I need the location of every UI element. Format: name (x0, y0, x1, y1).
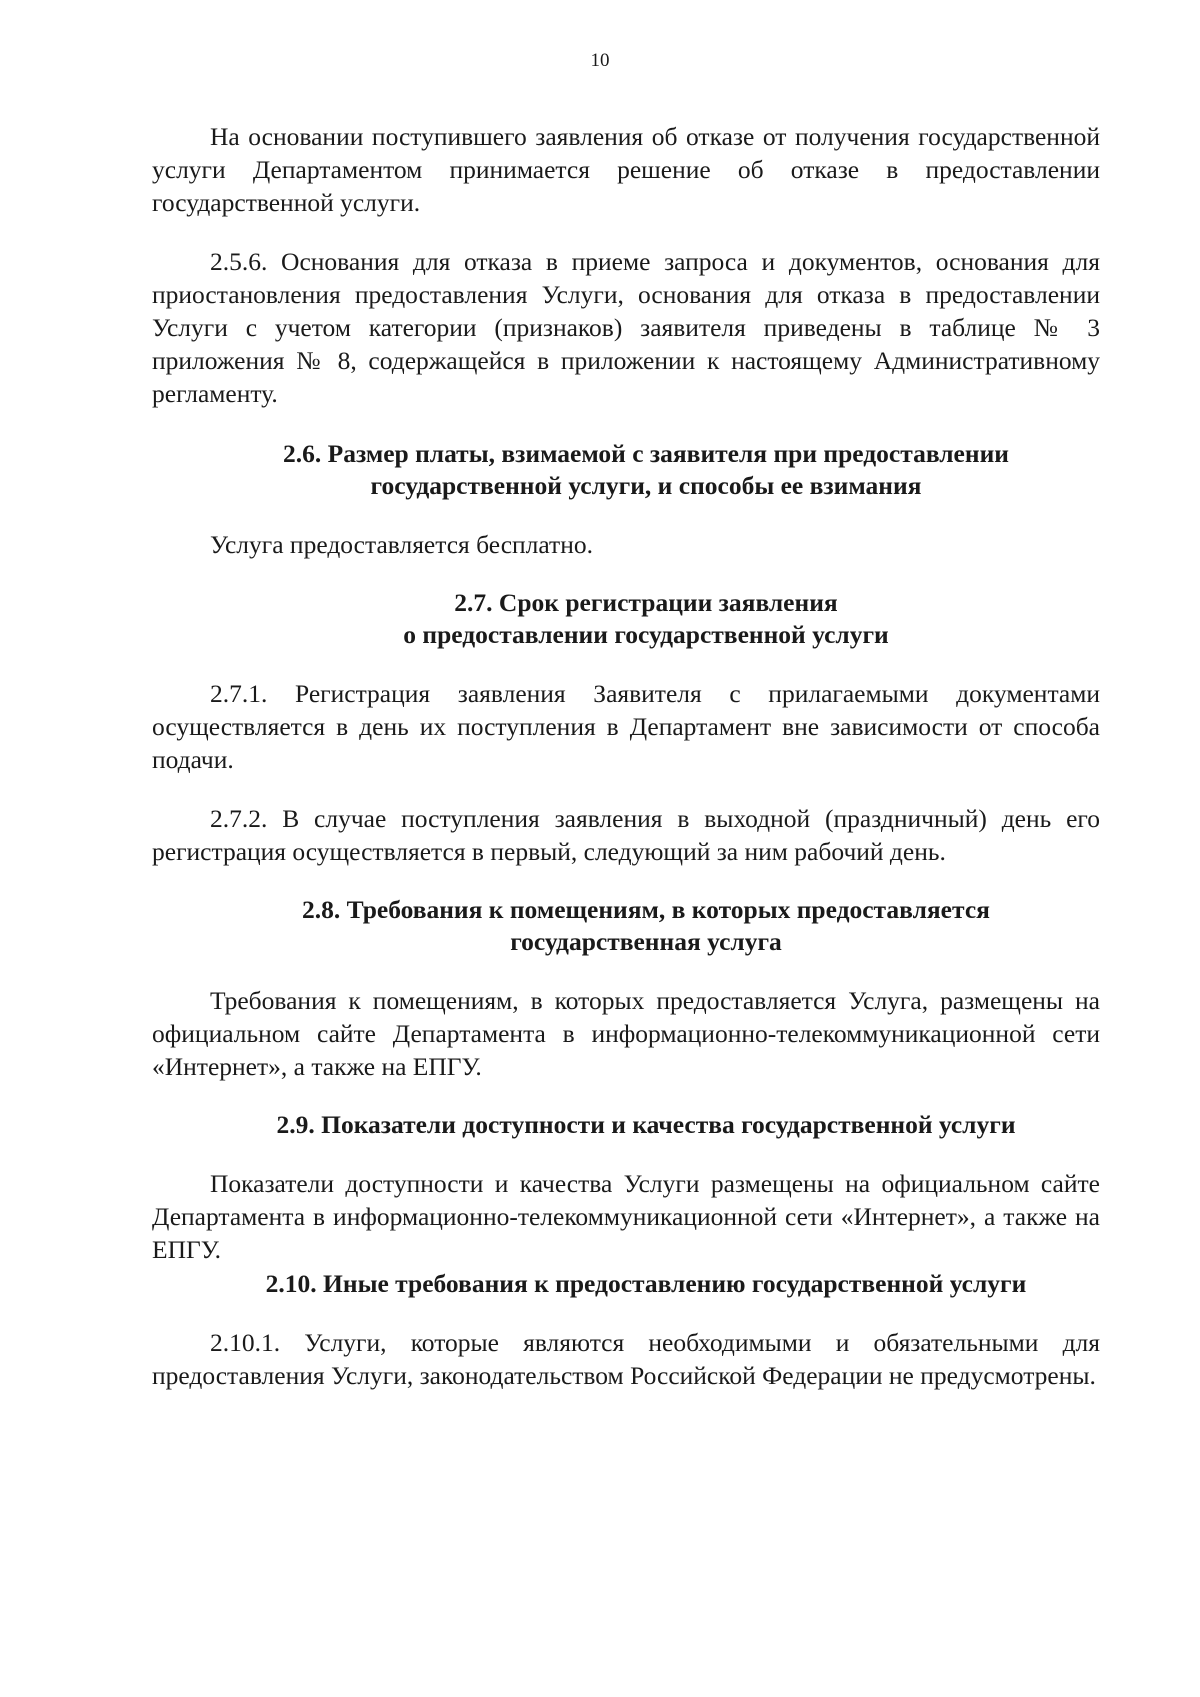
heading-2-9-line1: 2.9. Показатели доступности и качества государственной услуги (276, 1110, 1016, 1139)
heading-2-6 (152, 438, 1100, 502)
paragraph-free-service: Услуга предоставляется бесплатно. (210, 530, 593, 559)
heading-2-9 (152, 1109, 1100, 1141)
heading-2-8-line2: государственная услуга (510, 927, 782, 956)
page-number: 10 (590, 50, 610, 71)
paragraph-2-5-6: 2.5.6. Основания для отказа в приеме запроса и документов, основания для приостановления предоставления Услуги, основания для отказа в предоставлении Услуги с учетом категории (признаков) заявителя приведены в таблице № 3 приложения № 8, содержащейся в приложении к настоящему Административному регламенту. (152, 247, 1100, 408)
heading-2-10-line1: 2.10. Иные требования к предоставлению государственной услуги (265, 1269, 1027, 1298)
heading-2-7 (152, 587, 1100, 651)
heading-2-7-line2: о предоставлении государственной услуги (403, 620, 889, 649)
heading-2-6-line2: государственной услуги, и способы ее взимания (370, 471, 922, 500)
paragraph-2-7-2: 2.7.2. В случае поступления заявления в выходной (праздничный) день его регистрация осуществляется в первый, следующий за ним рабочий день. (152, 804, 1100, 866)
paragraph-premises-requirements: Требования к помещениям, в которых предоставляется Услуга, размещены на официальном сайте Департамента в информационно-телекоммуникационной сети «Интернет», а также на ЕПГУ. (152, 986, 1100, 1081)
heading-2-8-line1: 2.8. Требования к помещениям, в которых предоставляется (302, 895, 990, 924)
heading-2-7-line1: 2.7. Срок регистрации заявления (454, 588, 838, 617)
paragraph-refusal-decision: На основании поступившего заявления об отказе от получения государственной услуги Департаментом принимается решение об отказе в предоставлении государственной услуги. (152, 122, 1100, 217)
heading-2-6-line1: 2.6. Размер платы, взимаемой с заявителя при предоставлении (283, 439, 1009, 468)
heading-2-10 (152, 1268, 1100, 1300)
document-body (152, 120, 1100, 1392)
paragraph-2-7-1: 2.7.1. Регистрация заявления Заявителя с прилагаемыми документами осуществляется в день их поступления в Департамент вне зависимости от способа подачи. (152, 679, 1100, 774)
heading-2-8 (152, 894, 1100, 958)
paragraph-2-10-1: 2.10.1. Услуги, которые являются необходимыми и обязательными для предоставления Услуги, законодательством Российской Федерации не предусмотрены. (152, 1328, 1100, 1390)
paragraph-quality-indicators: Показатели доступности и качества Услуги размещены на официальном сайте Департамента в информационно-телекоммуникационной сети «Интернет», а также на ЕПГУ. (152, 1169, 1100, 1264)
